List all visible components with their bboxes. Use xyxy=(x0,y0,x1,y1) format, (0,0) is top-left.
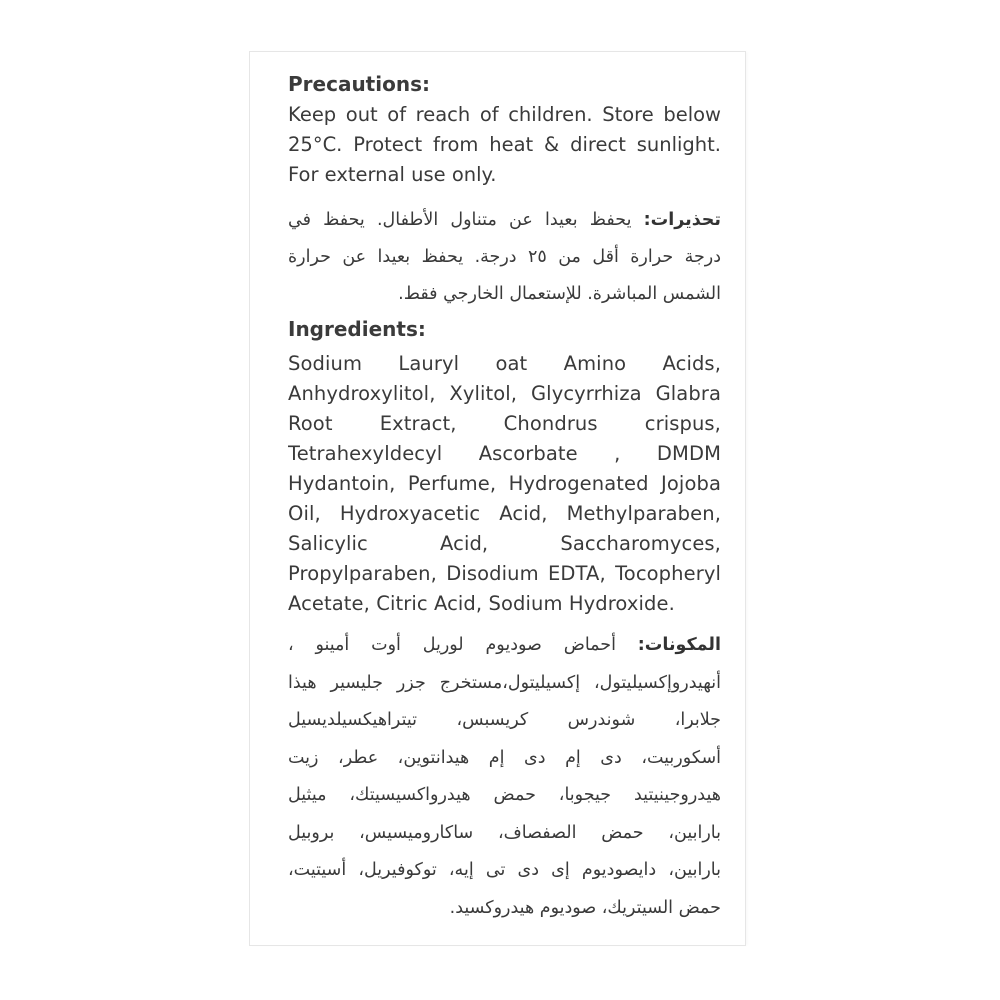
ingredients-line: Acetate, Citric Acid, Sodium Hydroxide. xyxy=(288,592,675,615)
precautions-arabic xyxy=(288,202,721,313)
ingredients-line: Root Extract, Chondrus crispus, xyxy=(288,412,721,435)
ingredients-text xyxy=(288,349,721,619)
label-content xyxy=(288,70,721,927)
ingredients-arabic-line: حمض السيتريك، صوديوم هيدروكسيد. xyxy=(449,897,721,918)
ingredients-line: Hydantoin, Perfume, Hydrogenated Jojoba xyxy=(288,472,721,495)
precautions-arabic-line xyxy=(288,202,721,239)
ingredients-line: Propylparaben, Disodium EDTA, Tocopheryl xyxy=(288,562,721,585)
ingredients-line: Salicylic Acid, Saccharomyces, xyxy=(288,532,721,555)
ingredients-line: Oil, Hydroxyacetic Acid, Methylparaben, xyxy=(288,502,721,525)
precautions-arabic-line: الشمس المباشرة. للإستعمال الخارجي فقط. xyxy=(398,284,721,304)
precautions-text xyxy=(288,100,721,190)
ingredients-line: Sodium Lauryl oat Amino Acids, xyxy=(288,352,721,375)
precautions-arabic-line: درجة حرارة أقل من ٢٥ درجة. يحفظ بعيدا عن حرارة xyxy=(288,247,721,267)
ingredients-arabic-line: هيدروجينيتيد جيجوبا، حمض هيدرواكسيسيتك، ميثيل xyxy=(288,785,721,805)
precautions-line: 25°C. Protect from heat & direct sunlight. xyxy=(288,133,721,156)
ingredients-line: Anhydroxylitol, Xylitol, Glycyrrhiza Glabra xyxy=(288,382,721,405)
precautions-line: For external use only. xyxy=(288,163,497,186)
precautions-arabic-label: تحذيرات: xyxy=(643,210,721,230)
ingredients-arabic-line: بارابين، دايصوديوم إى دى تى إيه، توكوفيريل، أسيتيت، xyxy=(288,860,721,880)
precautions-arabic-text: يحفظ بعيدا عن متناول الأطفال. يحفظ في xyxy=(288,210,632,230)
precautions-line: Keep out of reach of children. Store below xyxy=(288,103,721,126)
ingredients-arabic-line: أنهيدروإكسيليتول، إكسيليتول،مستخرج جزر جليسير هيذا xyxy=(288,672,721,693)
ingredients-arabic-line: بارابين، حمض الصفصاف، ساكاروميسيس، بروبيل xyxy=(288,822,721,843)
label-panel xyxy=(250,52,745,945)
ingredients-arabic-text: أحماض صوديوم لوريل أوت أمينو ، xyxy=(288,635,616,655)
ingredients-arabic xyxy=(288,627,721,927)
ingredients-arabic-line: جلابرا، شوندرس كريسبس، تيتراهيكسيلديسيل xyxy=(288,710,721,730)
ingredients-arabic-line xyxy=(288,627,721,665)
ingredients-heading: Ingredients: xyxy=(288,317,426,341)
precautions-heading: Precautions: xyxy=(288,72,430,96)
ingredients-arabic-label: المكونات: xyxy=(637,635,721,655)
ingredients-arabic-line: أسكوربيت، دى إم دى إم هيدانتوين، عطر، زيت xyxy=(288,747,721,768)
ingredients-line: Tetrahexyldecyl Ascorbate , DMDM xyxy=(288,442,721,465)
